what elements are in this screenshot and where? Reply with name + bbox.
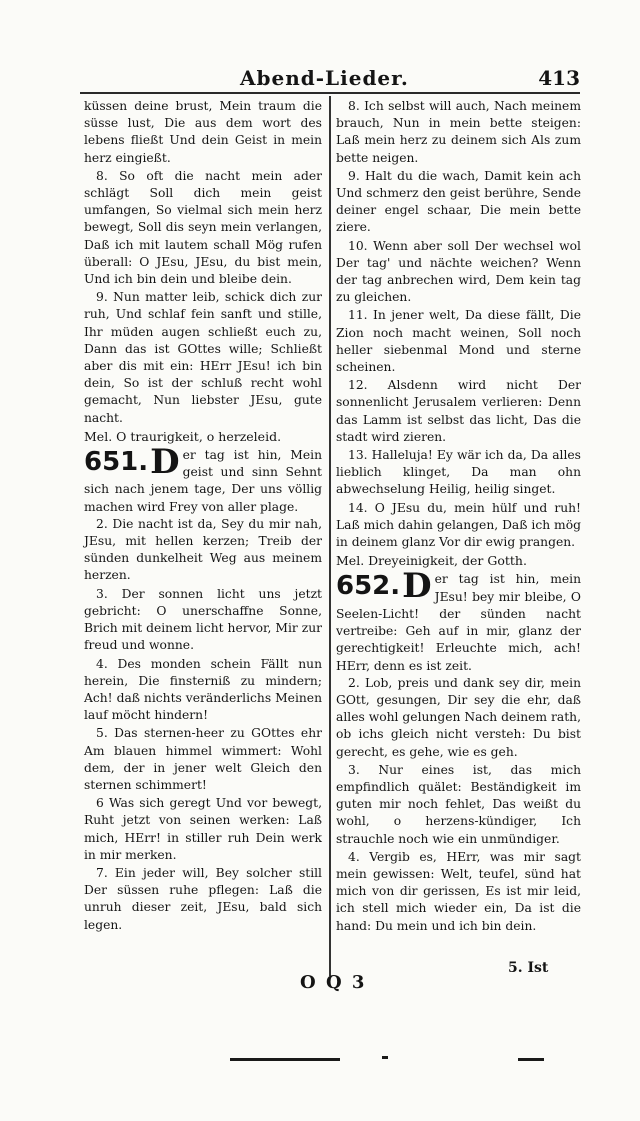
footer-rule-left: [230, 1058, 340, 1061]
verse-651-2: 2. Die nacht ist da, Sey du mir nah, JEsu, mit hellen kerzen; Treib der sünden dunkelheit Weg aus meinem herzen.: [84, 516, 322, 583]
verse-651-13: 13. Halleluja! Ey wär ich da, Da alles lieblich klinget, Da man ohn abwechselung Heilig, heilig singet.: [336, 448, 581, 497]
verse-651-11: 11. In jener welt, Da diese fällt, Die Zion noch macht weinen, Soll noch heller siebenmal Mond und sterne scheinen.: [336, 308, 581, 375]
hymn-651-first-verse: er tag ist hin, Mein geist und sinn Sehnt sich nach jenem tage, Der uns völlig machen wird Frey von aller plage.: [84, 448, 322, 514]
verse-652-4: 4. Vergib es, HErr, was mir sagt mein gewissen: Welt, teufel, sünd hat mich von dir gerissen, Es ist mir leid, ich stell mich wieder ein, Da ist die hand: Du mein und ich bin dein.: [336, 849, 581, 933]
running-title: Abend-Lieder.: [240, 66, 409, 90]
verse-651-14: 14. O JEsu du, mein hülf und ruh! Laß mich dahin gelangen, Daß ich mög in deinem glanz Vor dir ewig prangen.: [336, 500, 581, 550]
verse-651-9: 9. Halt du die wach, Damit kein ach Und schmerz den geist berühre, Sende deiner engel schaar, Die mein bette ziere.: [336, 168, 581, 235]
verse-651-4: 4. Des monden schein Fällt nun herein, Die finsterniß zu mindern; Ach! daß nichts veränderlichs Meinen lauf möcht hindern!: [84, 656, 322, 723]
header-rule: [80, 92, 580, 94]
hymn-651-opening: [84, 442, 322, 516]
drop-cap-651: D: [150, 442, 180, 483]
melody-note-652: Mel. Dreyeinigkeit, der Gotth.: [336, 553, 527, 569]
verse-651-5: 5. Das sternen-heer zu GOttes ehr Am blauen himmel wimmert: Wohl dem, der in jener welt Gleich den sternen schimmert!: [84, 726, 322, 792]
hymn-652-opening: [336, 566, 581, 674]
verse-651-7: 7. Ein jeder will, Bey solcher still Der süssen ruhe pflegen: Laß die unruh dieser zeit, JEsu, bald sich legen.: [84, 865, 322, 932]
drop-cap-652: D: [402, 566, 432, 607]
left-column: [84, 98, 322, 935]
page-header: [80, 66, 580, 92]
melody-note-651: Mel. O traurigkeit, o herzeleid.: [84, 428, 282, 444]
verse-652-3: 3. Nur eines ist, das mich empfindlich quälet: Beständigkeit im guten mir noch fehlet, Das weißt du wohl, o herzens-kündiger, Ich strauchle noch wie ein unmündiger.: [336, 762, 581, 846]
footer-rule-right: [518, 1058, 544, 1061]
catchword: 5. Ist: [508, 960, 549, 976]
column-divider: [329, 96, 331, 976]
verse-652-2: 2. Lob, preis und dank sey dir, mein GOtt, gesungen, Dir sey die ehr, daß alles wohl gelungen Nach deinem rath, ob ichs gleich nicht versteh: Du bist gerecht, es gehe, wie es geh.: [336, 675, 581, 759]
verse-651-3: 3. Der sonnen licht uns jetzt gebricht: O unerschaffne Sonne, Brich mit deinem licht hervor, Mir zur freud und wonne.: [84, 586, 322, 653]
verse-continuation: küssen deine brust, Mein traum die süsse lust, Die aus dem wort des lebens fließt Und dein Geist in mein herz eingießt.: [84, 99, 322, 165]
hymn-652-first-verse: er tag ist hin, mein JEsu! bey mir bleibe, O Seelen-Licht! der sünden nacht vertreibe: Geh auf in mir, glanz der gerechtigkeit! Erleuchte mich, ach! HErr, denn es ist zeit.: [336, 572, 581, 673]
page-number: 413: [538, 66, 580, 90]
footer-rule-mid: [382, 1056, 388, 1059]
verse-651-8: 8. Ich selbst will auch, Nach meinem brauch, Nun in mein bette steigen: Laß mein herz zu deinem sich Als zum bette neigen.: [336, 99, 581, 165]
verse-9: 9. Nun matter leib, schick dich zur ruh, Und schlaf fein sanft und stille, Ihr müden augen schließt euch zu, Dann das ist GOttes wille; Schließt aber dis mit ein: HErr JEsu! ich bin dein, So ist der schluß recht wohl gemacht, Nun liebster JEsu, gute nacht.: [84, 290, 322, 425]
verse-651-10: 10. Wenn aber soll Der wechsel wol Der tag' und nächte weichen? Wenn der tag anbrechen wird, Dem kein tag zu gleichen.: [336, 238, 581, 305]
hymn-number-651: 651.: [84, 447, 149, 478]
verse-651-6: 6 Was sich geregt Und vor bewegt, Ruht jetzt von seinen werken: Laß mich, HErr! in stiller ruh Dein werk in mir merken.: [84, 796, 322, 862]
verse-651-12: 12. Alsdenn wird nicht Der sonnenlicht Jerusalem verlieren: Denn das Lamm ist selbst das licht, Das die stadt wird zieren.: [336, 378, 581, 444]
verse-8: 8. So oft die nacht mein ader schlägt Soll dich mein geist umfangen, So vielmal sich mein herz bewegt, Soll dis seyn mein verlangen, Daß ich mit lautem schall Mög rufen überall: O JEsu, JEsu, du bist mein, Und ich bin dein und bleibe dein.: [84, 168, 322, 287]
right-column: [336, 98, 581, 936]
printer-signature: O Q 3: [300, 972, 367, 993]
hymn-number-652: 652.: [336, 571, 401, 602]
